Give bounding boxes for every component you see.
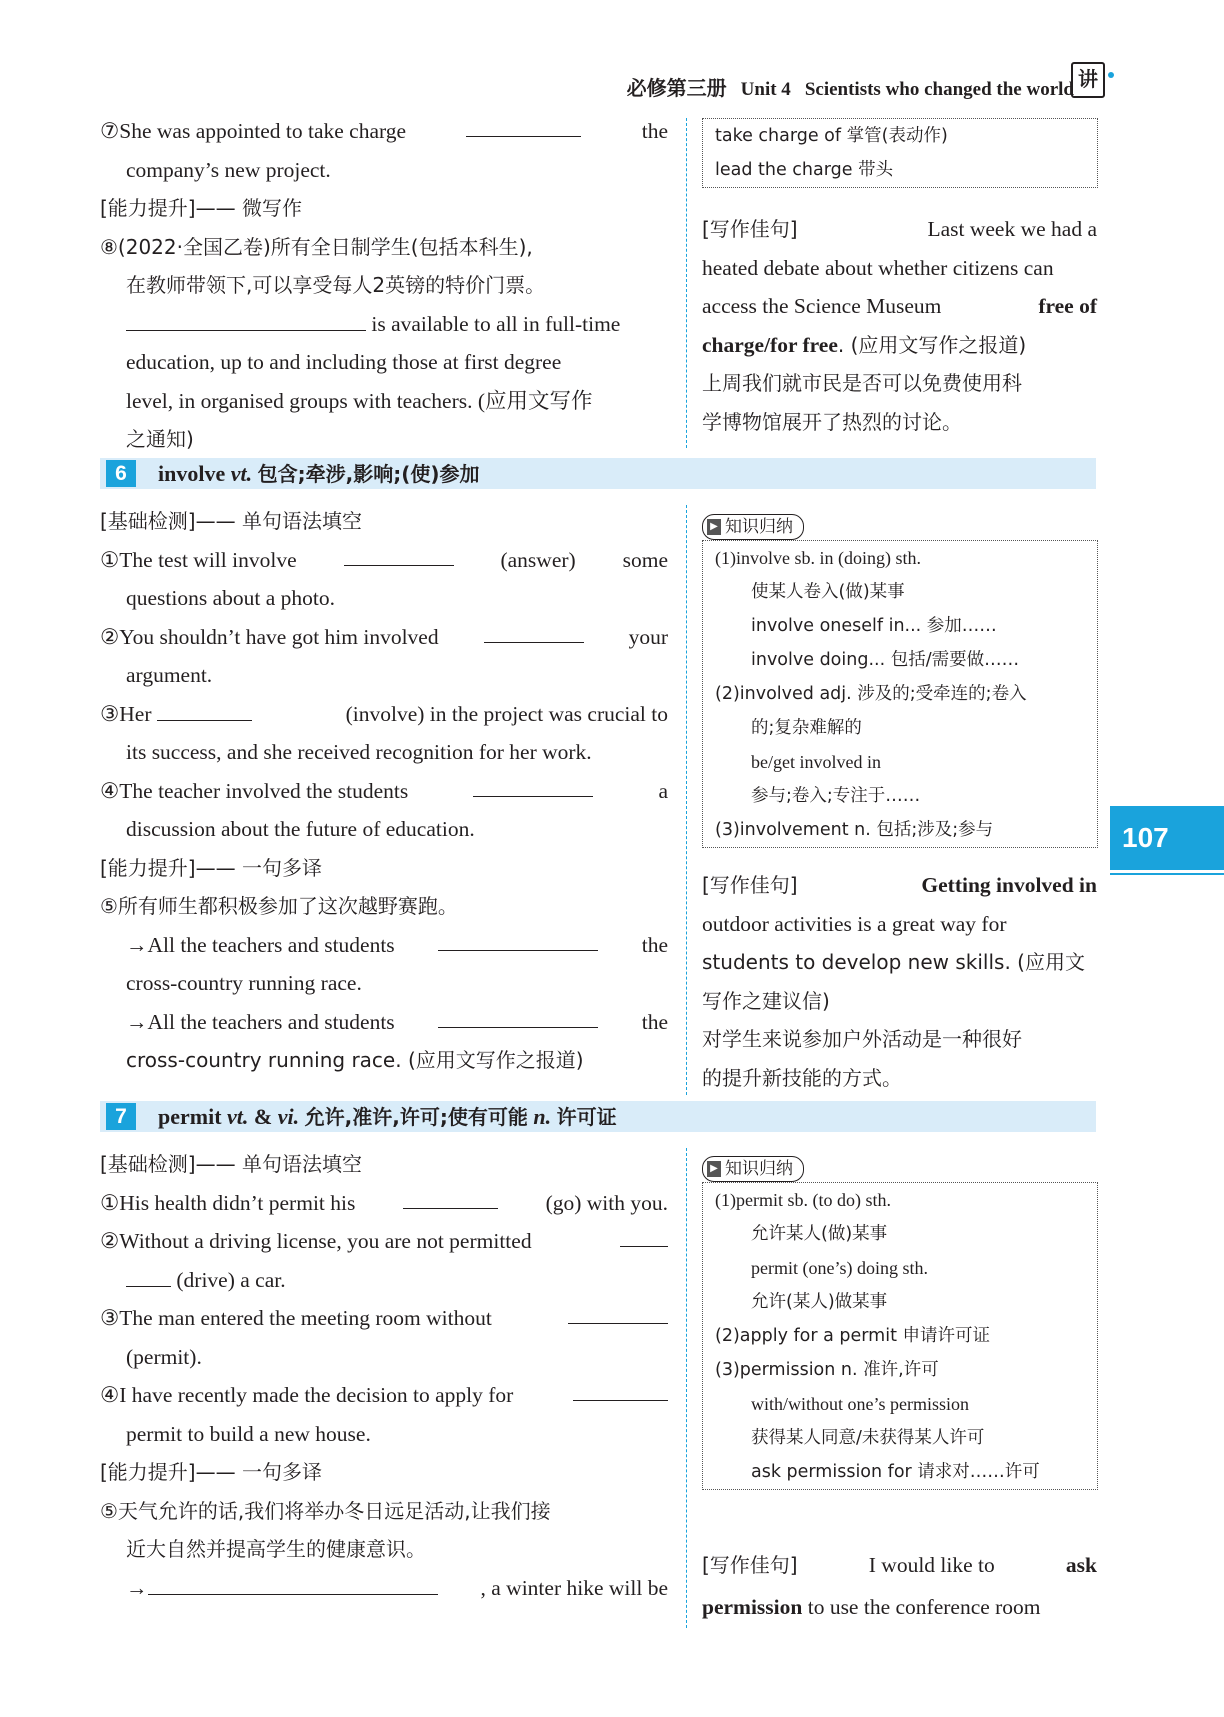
- ability-heading: [能力提升]—— 微写作: [100, 196, 302, 220]
- knowledge-badge: ▶ 知识归纳: [702, 508, 804, 540]
- writing-sample: [写作佳句] Getting involved in outdoor activities is a great way for students to develop new skills. (应用文 写作之建议信) 对学生来说参加户外活动是一种很好 的提升新技能的方式。: [702, 873, 1097, 1090]
- writing-sample: [写作佳句] I would like to ask permission to use the conference room: [702, 1553, 1097, 1619]
- answer-blank[interactable]: [473, 772, 593, 797]
- header-unit: Unit 4: [740, 79, 791, 100]
- basic-heading: [基础检测]—— 单句语法填空: [100, 509, 362, 533]
- knowledge-box: (1)involve sb. in (doing) sth. 使某人卷入(做)某事 involve oneself in... 参加…… involve doing... 包括/需要做…… (2)involved adj. 涉及的;受牵连的;卷入 的;复杂难解的 be/get involved in 参与;卷入;专注于…… (3)involvement n. 包括;涉及;参与: [702, 540, 1098, 848]
- section-number: 7: [106, 1103, 136, 1130]
- answer-blank[interactable]: [466, 112, 581, 137]
- top-left-column: ⑦She was appointed to take charge the company’s new project. [能力提升]—— 微写作 ⑧(2022·全国乙卷)所有全日制学生(包括本科生), 在教师带领下,可以享受每人2英镑的特价门票。 is available to all in full-time education, up to and including those at first degree level, in organised groups with teachers. (应用文写作 之通知): [100, 112, 668, 459]
- header-book: 必修第三册: [626, 76, 727, 100]
- page-number-underline: [1110, 873, 1224, 875]
- section-header-6: 6 involve vt. 包含;牵涉,影响;(使)参加: [100, 458, 1096, 489]
- play-icon: ▶: [707, 1161, 721, 1177]
- answer-blank[interactable]: [568, 1299, 668, 1324]
- answer-blank[interactable]: [157, 696, 252, 721]
- basic-heading: [基础检测]—— 单句语法填空: [100, 1152, 362, 1176]
- column-divider: [686, 118, 687, 448]
- header-title: Scientists who changed the world: [804, 79, 1074, 100]
- answer-blank[interactable]: [438, 1003, 598, 1028]
- answer-blank[interactable]: [573, 1376, 668, 1401]
- section-header-7: 7 permit vt. & vi. 允许,准许,许可;使有可能 n. 许可证: [100, 1101, 1096, 1132]
- question-7: ⑦She was appointed to take charge the: [100, 112, 668, 151]
- play-icon: ▶: [707, 519, 721, 535]
- knowledge-box: (1)permit sb. (to do) sth. 允许某人(做)某事 permit (one’s) doing sth. 允许(某人)做某事 (2)apply for a permit 申请许可证 (3)permission n. 准许,许可 with/without one’s permission 获得某人同意/未获得某人许可 ask permission for 请求对……许可: [702, 1182, 1098, 1490]
- section-7-exercises: [基础检测]—— 单句语法填空 ①His health didn’t permit his (go) with you. ②Without a driving license, you are not permitted (drive) a car. ③The man entered the meeting room without (permit). ④I have recently made the decision to apply for permit to build a new house. [能力提升]—— 一句多译 ⑤天气允许的话,我们将举办冬日远足活动,让我们接 近大自然并提高学生的健康意识。 → , a winter hike will be: [100, 1145, 668, 1607]
- ability-heading: [能力提升]—— 一句多译: [100, 1460, 322, 1484]
- knowledge-badge: ▶ 知识归纳: [702, 1150, 804, 1182]
- column-divider: [686, 1148, 687, 1628]
- phrase-box: take charge of 掌管(表动作) lead the charge 带头: [702, 118, 1098, 188]
- answer-blank[interactable]: [484, 618, 584, 643]
- section-6-exercises: [基础检测]—— 单句语法填空 ①The test will involve (answer) some questions about a photo. ②You shouldn’t have got him involved your argument. ③Her (involve) in the project was crucial to its success, and she received recognition for her work. ④The teacher involved the students a discussion about the future of education. [能力提升]—— 一句多译 ⑤所有师生都积极参加了这次越野赛跑。 →All the teachers and students the cross-country running race. →All the teachers and students the cross-country running race. (应用文写作之报道): [100, 502, 668, 1080]
- ability-heading: [能力提升]—— 一句多译: [100, 855, 322, 880]
- section-number: 6: [106, 460, 136, 487]
- writing-sample: [写作佳句] Last week we had a heated debate about whether citizens can access the Science Museum free of charge/for free. (应用文写作之报道) 上周我们就市民是否可以免费使用科 学博物馆展开了热烈的讨论。: [702, 210, 1097, 441]
- answer-blank[interactable]: [344, 541, 454, 566]
- answer-blank[interactable]: [403, 1184, 498, 1209]
- answer-blank[interactable]: [438, 926, 598, 951]
- answer-blank[interactable]: [148, 1570, 438, 1595]
- accent-dot-icon: [1108, 72, 1114, 78]
- answer-blank[interactable]: [126, 1262, 171, 1287]
- page-number: 107: [1110, 806, 1224, 870]
- page-header: [613, 72, 1074, 101]
- answer-blank[interactable]: [126, 306, 366, 331]
- lecture-icon: 讲: [1071, 62, 1105, 98]
- answer-blank[interactable]: [620, 1222, 668, 1247]
- write-label: [写作佳句]: [702, 217, 798, 241]
- column-divider: [686, 505, 687, 1095]
